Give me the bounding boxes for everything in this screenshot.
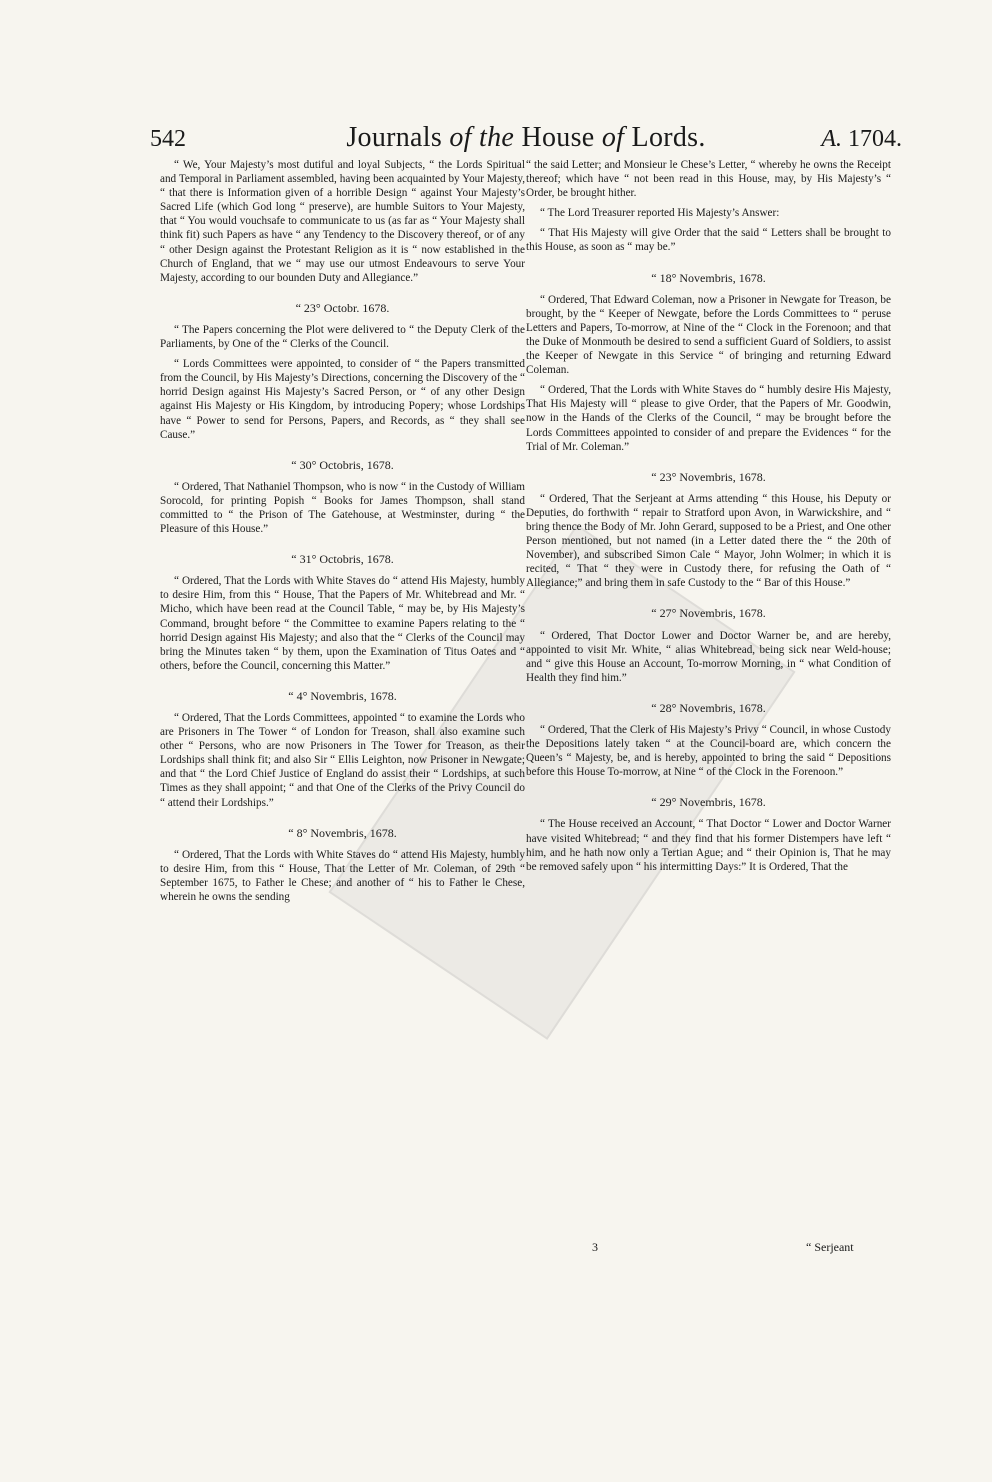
entry-paragraph: “ That His Majesty will give Order that the said “ Letters shall be brought to this House, as soon as “ may be.” [526, 227, 891, 254]
entry-paragraph: “ The House received an Account, “ That Doctor “ Lower and Doctor Warner have visited Whitebread; “ and they find that his former Distempers have left “ him, and he hath now only a Tertian Ague; and “ their Opinion is, That he may be removed safely upon “ his intermitting Days:” It is Ordered, That the [526, 818, 891, 873]
date-heading: “ 28° Novembris, 1678. [651, 700, 766, 715]
year-prefix: A. [821, 126, 842, 152]
entry-paragraph: “ Ordered, That the Clerk of His Majesty’s Privy “ Council, in whose Custody the Depositions lately taken “ at the Council-board are, which concern the Queen’s “ Majesty, be, and is hereby, appointed to bring the said “ Depositions before this House To-morrow, at Nine “ of the Clock in the Forenoon.” [526, 724, 891, 779]
title-lords: Lords. [631, 122, 706, 153]
entry-paragraph: “ Ordered, That Edward Coleman, now a Prisoner in Newgate for Treason, be brought, by the “ Keeper of Newgate, before the Lords Committees to “ peruse Letters and Papers, To-morrow, at Nine of the “ Clock in the Forenoon; and that the Duke of Monmouth be desired to send a sufficient Guard of Soldiers, to assist the Keeper of Newgate in this Service “ of bringing and returning Edward Coleman. [526, 293, 891, 377]
catchword: “ Serjeant [806, 1240, 854, 1254]
entry-paragraph: “ Ordered, That Nathaniel Thompson, who is now “ in the Custody of William Sorocold, for printing Popish “ Books for James Thompson, shall stand committed to “ the Prison of The Gatehouse, at Westminster, during “ the Pleasure of this House.” [160, 480, 525, 536]
title-house: House [521, 122, 595, 153]
entry-paragraph: “ The Lord Treasurer reported His Majesty’s Answer: [540, 207, 780, 220]
entry-paragraph: “ Ordered, That Doctor Lower and Doctor Warner be, and are hereby, appointed to visit Mr. White, “ alias Whitebread, being sick near Weld-house; and “ give this House an Account, To-morrow Morning, in “ what Condition of Health they find him.” [526, 629, 891, 684]
date-heading: “ 8° Novembris, 1678. [288, 825, 397, 840]
entry-paragraph: “ Ordered, That the Lords with White Staves do “ humbly desire His Majesty, That His Majesty will “ please to give Order, that the Papers of Mr. Goodwin, now in the Hands of the Clerks of the Council, “ may be brought before the Lords Committees appointed to consider of and prepare the Evidences “ for the Trial of Mr. Coleman.” [526, 384, 891, 453]
year-label [821, 126, 902, 153]
date-heading: “ 23° Octobr. 1678. [295, 300, 390, 315]
left-column [160, 158, 525, 910]
date-heading: “ 23° Novembris, 1678. [651, 469, 766, 484]
title-of: of [601, 122, 625, 153]
page-header [150, 118, 902, 158]
entry-paragraph: “ Ordered, That the Lords with White Staves do “ attend His Majesty, humbly to desire Him, from this “ House, That the Papers of Mr. Whitebread and Mr. “ Micho, which have been read at the Council Table, “ may be, by His Majesty’s Command, brought before “ the Committee to examine Papers relating to the “ horrid Design against His Majesty; and also that the “ Clerks of the Council may bring the Minutes taken “ by them, upon the Examination of Titus Oates and “ others, before the Council, concerning this Matter.” [160, 575, 525, 672]
date-heading: “ 30° Octobris, 1678. [291, 457, 394, 472]
page-number: 542 [150, 126, 186, 152]
running-title [150, 122, 902, 154]
date-heading: “ 4° Novembris, 1678. [288, 688, 397, 703]
entry-paragraph: “ The Papers concerning the Plot were delivered to “ the Deputy Clerk of the Parliaments, by One of the “ Clerks of the Council. [160, 323, 525, 351]
date-heading: “ 18° Novembris, 1678. [651, 270, 766, 285]
entry-paragraph: “ Lords Committees were appointed, to consider of “ the Papers transmitted from the Council, by His Majesty’s Directions, concerning the Discovery of the “ horrid Design against His Majesty’s Sacred Person, or “ of any other Design against His Majesty or His Kingdom, by introducing Popery; whose Lordships have “ Power to send for Persons, Papers, and Records, as “ they shall see Cause.” [160, 358, 525, 441]
date-heading: “ 31° Octobris, 1678. [291, 552, 394, 567]
title-journals: Journals [346, 122, 443, 153]
title-of-the: of the [449, 122, 515, 153]
continued-paragraph: “ the said Letter; and Monsieur le Chese’s Letter, “ whereby he owns the Receipt thereof; which have “ not been read in this House, may, by His Majesty’s “ Order, be brought hither. [526, 159, 891, 200]
date-heading: “ 29° Novembris, 1678. [651, 795, 766, 810]
address-paragraph: “ We, Your Majesty’s most dutiful and loyal Subjects, “ the Lords Spiritual and Temporal in Parliament assembled, having been acquainted by Your Majesty, “ that there is Information given of a horrible Design “ against Your Majesty’s Sacred Life (which God long “ preserve), are humble Suitors to Your Majesty, that “ You would vouchsafe to communicate to us (as far as “ Your Majesty shall think fit) such Papers as have “ any Tendency to the Discovery thereof, or of any “ other Design against the Protestant Religion as it is “ now established in the Church of England, that we “ may use our utmost Endeavours to serve Your Majesty, according to our bounden Duty and Allegiance.” [160, 159, 525, 284]
entry-paragraph: “ Ordered, That the Serjeant at Arms attending “ this House, his Deputy or Deputies, do forthwith “ repair to Stratford upon Avon, in Warwickshire, and “ bring thence the Body of Mr. John Gerard, supposed to be a Priest, and One other Person mentioned, but not named (in a Letter dated there the “ the 20th of November), and subscribed Simon Cale “ Mayor, John Wolmer; in which it is recited, “ That “ they were in Custody there, for refusing the Oath of “ Allegiance;” and bring them in safe Custody to the “ Bar of this House.” [526, 492, 891, 590]
year-value: 1704. [848, 126, 902, 152]
right-column [526, 158, 891, 880]
entry-paragraph: “ Ordered, That the Lords with White Staves do “ attend His Majesty, humbly to desire Him, from this “ House, That the Letter of Mr. Coleman, of 29th “ September 1675, to Father le Chese; and another of “ his to Father le Chese, wherein he owns the sending [160, 848, 525, 904]
entry-paragraph: “ Ordered, That the Lords Committees, appointed “ to examine the Lords who are Prisoners in The Tower “ of London for Treason, shall also examine such other “ Persons, who are now Prisoners in The Tower for Treason, as their Lordships shall think fit; and also Sir “ Ellis Leighton, now Prisoner in Newgate; and that “ the Lord Chief Justice of England do assist their “ Lordships, at such Times as they shall appoint; “ and that One of the Clerks of the Privy Council do “ attend their Lordships.” [160, 712, 525, 809]
date-heading: “ 27° Novembris, 1678. [651, 606, 766, 621]
signature-mark: 3 [592, 1240, 598, 1254]
